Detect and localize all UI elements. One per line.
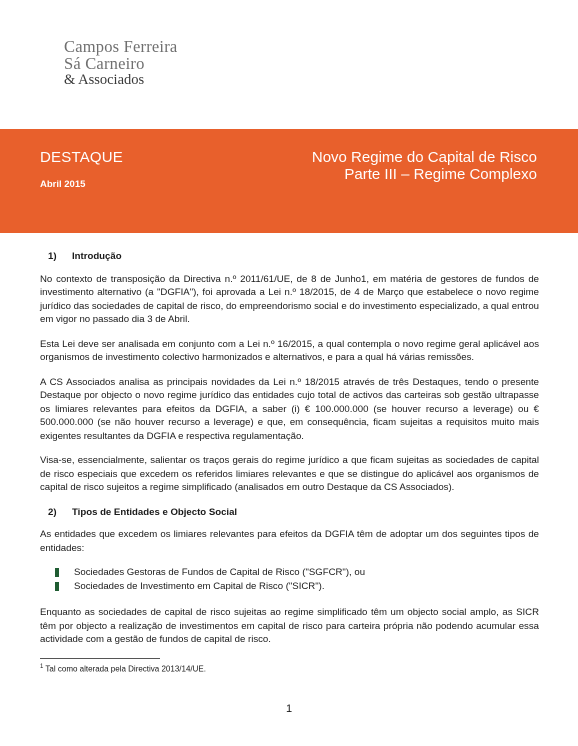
section-number: 2) (48, 506, 57, 518)
section-title: Introdução (72, 251, 122, 262)
bullet-square-icon (55, 568, 59, 577)
list-item (55, 566, 539, 580)
paragraph: A CS Associados analisa as principais novidades da Lei n.º 18/2015 através de três Destaques, tendo o presente Destaque por objecto o novo regime jurídico das entidades cujo total de activos das carteiras sob gestão ultrapasse os limiares relevantes para efeitos da DGFIA, a saber (i) € 100.000.000 (se houver recurso a leverage) ou € 500.000.000 (se não houver recurso a leverage) e que, em consequência, ficam sujeitas a requisitos muito mais exigentes resultantes da DGFIA e respectiva regulamentação. (40, 376, 539, 442)
footnote (40, 664, 206, 674)
footnote-text: Tal como alterada pela Directiva 2013/14/UE. (45, 664, 206, 674)
paragraph: Esta Lei deve ser analisada em conjunto com a Lei n.º 16/2015, a qual contempla o novo regime geral aplicável aos organismos de investimento colectivo harmonizados e alternativos, e para a qual há várias remissões. (40, 338, 539, 363)
entity-types-list (55, 566, 539, 593)
banner-tag: DESTAQUE (40, 149, 124, 166)
footnote-divider (40, 658, 160, 659)
paragraph: No contexto de transposição da Directiva n.º 2011/61/UE, de 8 de Junho1, em matéria de gestores de fundos de investimento alternativo (a "DGFIA"), foi aprovada a Lei n.º 18/2015, de 4 de Março que estabelece o novo regime jurídico das sociedades de capital de risco, do empreendorismo social e do investimento especializado, a qual entrou em vigor no passado dia 3 de Abril. (40, 273, 539, 325)
company-logo (64, 38, 177, 88)
logo-line-2: Sá Carneiro (64, 54, 145, 73)
document-body (40, 250, 539, 658)
section-heading-introducao (40, 250, 539, 264)
list-item-text: Sociedades de Investimento em Capital de Risco ("SICR"). (74, 580, 325, 592)
logo-line-3: & Associados (64, 72, 145, 88)
bullet-square-icon (55, 582, 59, 591)
page-number: 1 (285, 703, 293, 715)
banner-date: Abril 2015 (40, 179, 86, 190)
paragraph: Visa-se, essencialmente, salientar os traços gerais do regime jurídico a que ficam sujeitas as sociedades de capital de risco especiais que excedem os referidos limiares relevantes e que se distingue do aplicável aos organismos de capital de risco sujeitos a regime simplificado (analisados em outro Destaque da CS Associados). (40, 455, 539, 493)
header-banner (0, 129, 578, 233)
document-title-line-2: Parte III – Regime Complexo (344, 166, 537, 183)
section-title: Tipos de Entidades e Objecto Social (72, 506, 238, 518)
footnote-mark: 1 (40, 664, 44, 670)
paragraph: As entidades que excedem os limiares relevantes para efeitos da DGFIA têm de adoptar um dos seguintes tipos de entidades: (40, 529, 539, 554)
paragraph: Enquanto as sociedades de capital de risco sujeitas ao regime simplificado têm um objecto social amplo, as SICR têm por objecto a realização de investimentos em capital de risco para carteira própria não podendo acumular essa actividade com a gestão de fundos de capital de risco. (40, 607, 539, 645)
document-title-line-1: Novo Regime do Capital de Risco (311, 149, 537, 166)
list-item (55, 580, 539, 594)
list-item-text: Sociedades Gestoras de Fundos de Capital de Risco ("SGFCR"), ou (74, 567, 366, 578)
section-heading-tipos-de-entidades (40, 506, 539, 520)
section-number: 1) (48, 251, 57, 262)
logo-line-1: Campos Ferreira (64, 37, 178, 56)
